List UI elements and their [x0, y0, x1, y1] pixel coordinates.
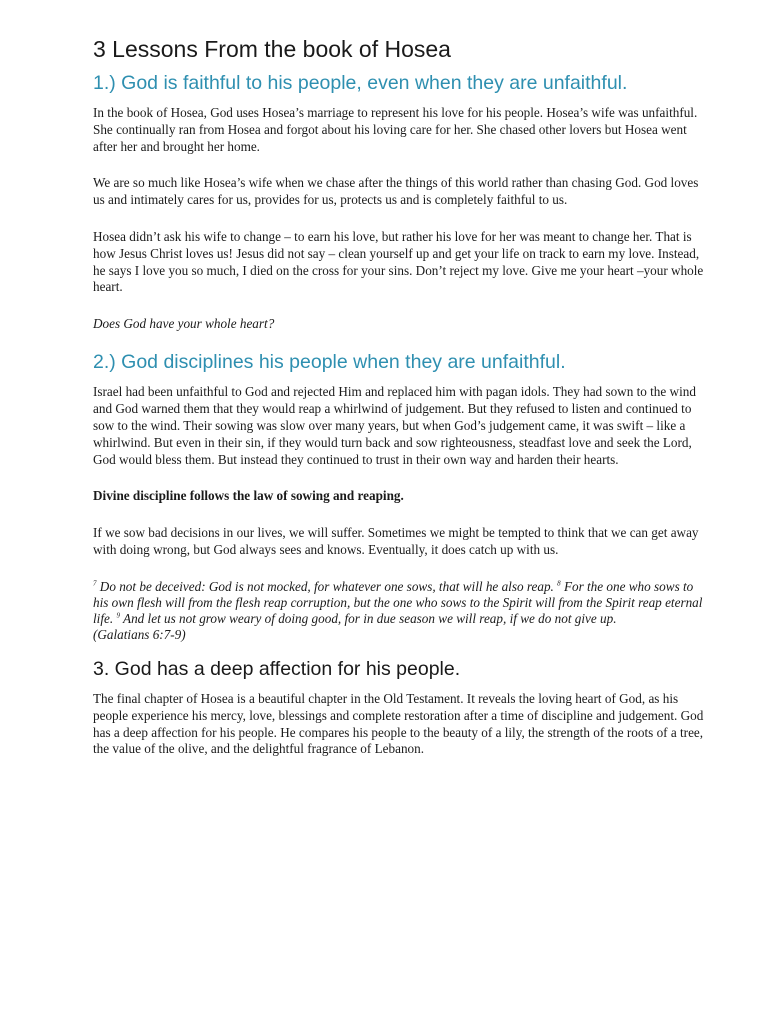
lesson2-bold-line: Divine discipline follows the law of sowing and reaping.: [93, 488, 404, 504]
lesson3-paragraph-1: The final chapter of Hosea is a beautiful chapter in the Old Testament. It reveals the loving heart of God, as his people experience his mercy, love, blessings and complete restoration after a time of discipline and judgement. God has a deep affection for his people. He compares his people to the beauty of a lily, the strength of the roots of a tree, the value of the olive, and the delightful fragrance of Lebanon.: [93, 690, 704, 757]
verse-number: 7: [93, 579, 97, 588]
scripture-reference: (Galatians 6:7-9): [93, 627, 186, 643]
document-title: 3 Lessons From the book of Hosea: [93, 36, 451, 62]
lesson1-heading: 1.) God is faithful to his people, even when they are unfaithful.: [93, 71, 628, 94]
scripture-quote: [93, 579, 705, 644]
lesson1-paragraph-2: We are so much like Hosea’s wife when we chase after the things of this world rather than chasing God. God loves us and intimately cares for us, provides for us, protects us and is completely faithful to us.: [93, 175, 699, 208]
verse-text: And let us not grow weary of doing good, for in due season we will reap, if we do not give up.: [119, 611, 617, 627]
lesson3-heading: 3. God has a deep affection for his people.: [93, 657, 461, 680]
lesson1-question: Does God have your whole heart?: [93, 316, 275, 332]
lesson1-paragraph-1: In the book of Hosea, God uses Hosea’s marriage to represent his love for his people. Hosea’s wife was unfaithful. She continually ran from Hosea and forgot about his loving care for her. She chased other lovers but Hosea went after her and brought her home.: [93, 104, 698, 154]
verse-text: For the one who sows to his own flesh will from the flesh reap corruption, but the one who sows to the Spirit will from the Spirit reap eternal life.: [93, 578, 703, 627]
lesson2-heading: 2.) God disciplines his people when they are unfaithful.: [93, 350, 566, 373]
lesson2-paragraph-1: Israel had been unfaithful to God and rejected Him and replaced him with pagan idols. They had sown to the wind and God warned them that they would reap a whirlwind of judgement. But they refused to listen and continued to sow to the wind. Their sowing was slow over many years, but when God’s judgement came, it was swift – like a whirlwind. But even in their sin, if they would turn back and sow righteousness, steadfast love and seek the Lord, God would bless them. But instead they continued to trust in their own way and harden their hearts.: [93, 384, 696, 467]
lesson1-paragraph-3: Hosea didn’t ask his wife to change – to earn his love, but rather his love for her was meant to change her. That is how Jesus Christ loves us! Jesus did not say – clean yourself up and get your life on track to earn my love. Instead, he says I love you so much, I died on the cross for your sins. Don’t reject my love. Give me your heart –your whole heart.: [93, 228, 704, 295]
document-page: [93, 36, 705, 758]
verse-number: 8: [557, 579, 561, 588]
verse-text: Do not be deceived: God is not mocked, for whatever one sows, that will he also reap.: [96, 578, 554, 594]
lesson2-paragraph-2: If we sow bad decisions in our lives, we will suffer. Sometimes we might be tempted to think that we can get away with doing wrong, but God always sees and knows. Eventually, it does catch up with us.: [93, 525, 699, 557]
verse-number: 9: [116, 611, 120, 620]
